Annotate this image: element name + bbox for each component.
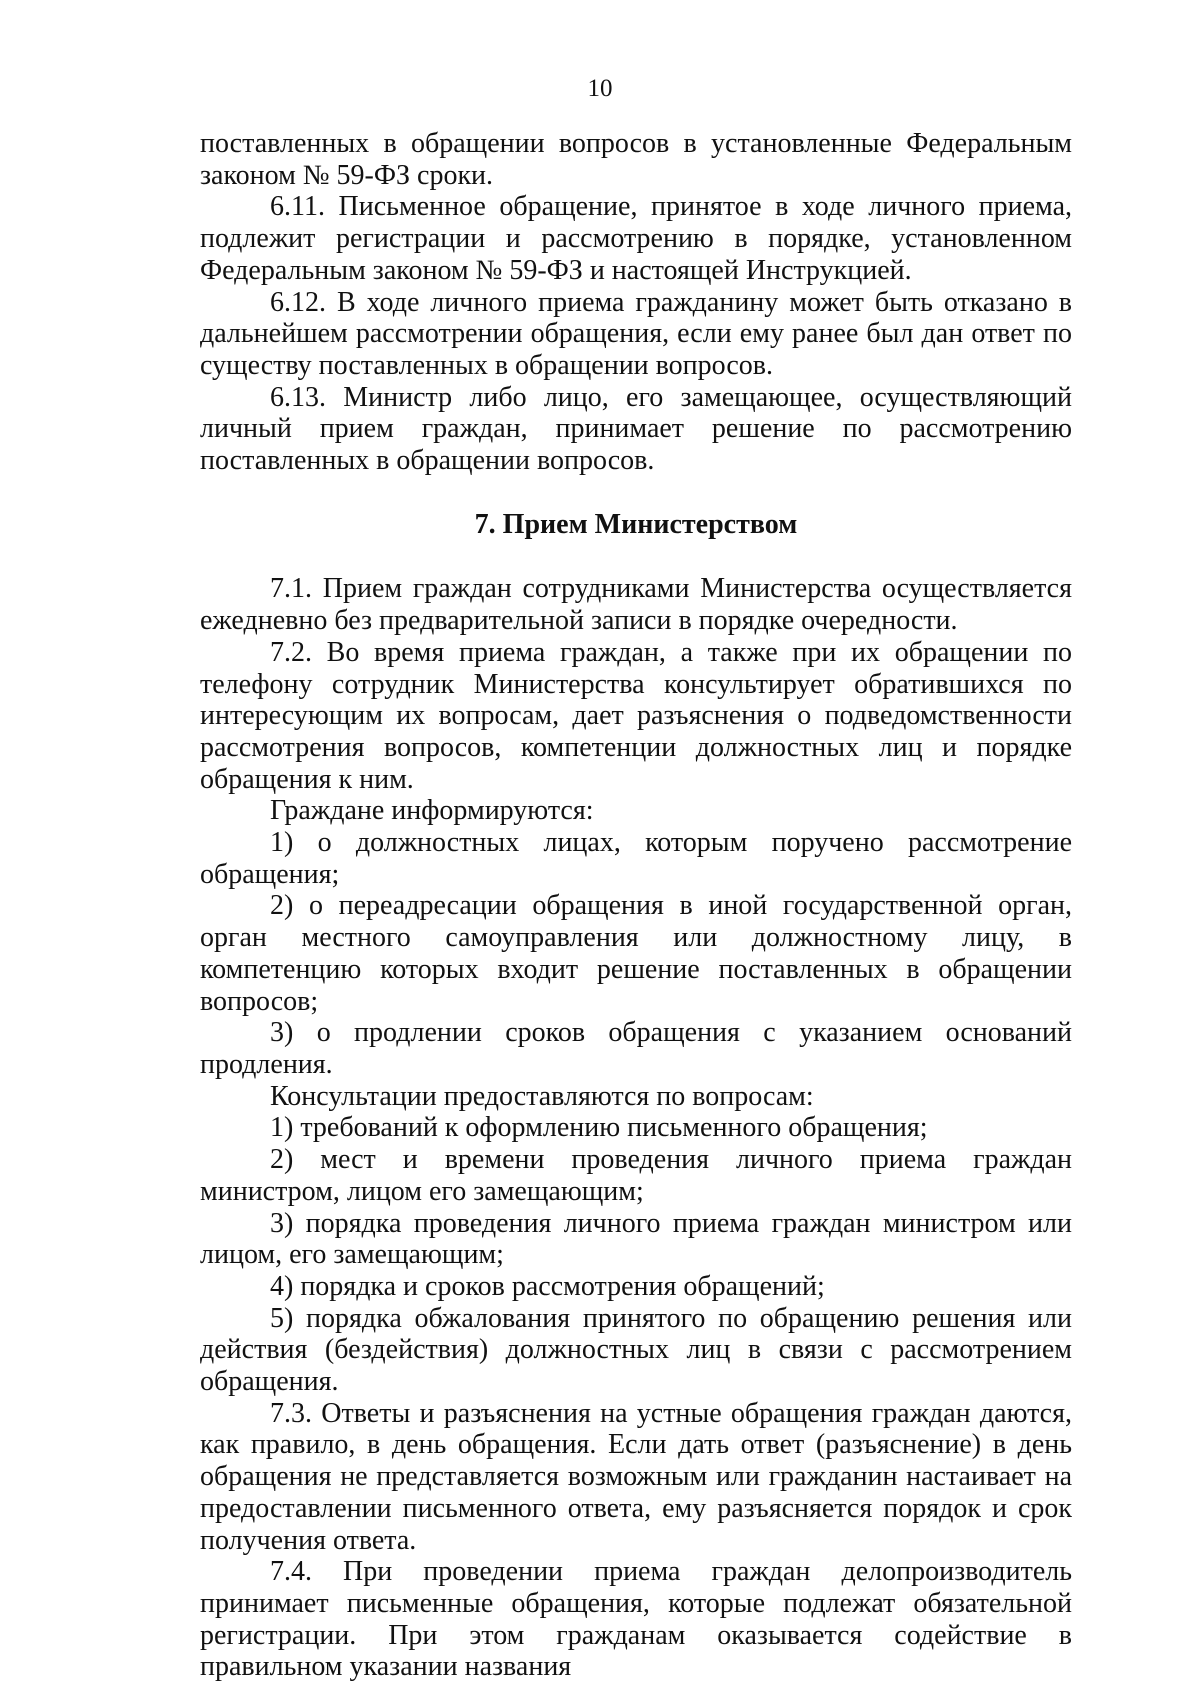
paragraph-6-13: 6.13. Министр либо лицо, его замещающее, осуществляющий личный прием граждан, принимает решение по рассмотрению поставленных в обращении вопросов. (200, 381, 1072, 477)
paragraph-7-3: 7.3. Ответы и разъяснения на устные обращения граждан даются, как правило, в день обращения. Если дать ответ (разъяснение) в день обращения не представляется возможным или гражданин настаивает на предоставлении письменного ответа, ему разъясняется порядок и срок получения ответа. (200, 1397, 1072, 1556)
section-heading: 7. Прием Министерством (474, 508, 798, 540)
paragraph-6-11: 6.11. Письменное обращение, принятое в ходе личного приема, подлежит регистрации и рассмотрению в порядке, установленном Федеральным законом № 59-ФЗ и настоящей Инструкцией. (200, 191, 1072, 286)
list-item: 2) о переадресации обращения в иной государственной орган, орган местного самоуправления или должностному лицу, в компетенцию которых входит решение поставленных в обращении вопросов; (200, 890, 1072, 1017)
list-item: 1) требований к оформлению письменного обращения; (270, 1112, 928, 1144)
list-item: 3) порядка проведения личного приема граждан министром или лицом, его замещающим; (200, 1207, 1072, 1271)
paragraph-7-4: 7.4. При проведении приема граждан делопроизводитель принимает письменные обращения, которые подлежат обязательной регистрации. При этом гражданам оказывается содействие в правильном указании названия (200, 1556, 1072, 1683)
paragraph-informed-intro: Граждане информируются: (270, 795, 594, 827)
paragraph-6-12: 6.12. В ходе личного приема гражданину может быть отказано в дальнейшем рассмотрении обращения, если ему ранее был дан ответ по существу поставленных в обращении вопросов. (200, 286, 1072, 381)
list-item: 2) мест и времени проведения личного приема граждан министром, лицом его замещающим; (200, 1144, 1072, 1207)
paragraph-7-2: 7.2. Во время приема граждан, а также при их обращении по телефону сотрудник Министерства консультирует обратившихся по интересующим их вопросам, дает разъяснения о подведомственности рассмотрения вопросов, компетенции должностных лиц и порядке обращения к ним. (200, 636, 1072, 795)
list-item: 4) порядка и сроков рассмотрения обращений; (270, 1270, 825, 1302)
paragraph-continuation: поставленных в обращении вопросов в установленные Федеральным законом № 59-ФЗ сроки. (200, 128, 1072, 191)
list-item: 5) порядка обжалования принятого по обращению решения или действия (бездействия) должностных лиц в связи с рассмотрением обращения. (200, 1302, 1072, 1398)
page-number: 10 (587, 75, 613, 102)
paragraph-consult-intro: Консультации предоставляются по вопросам: (270, 1080, 814, 1112)
document-body (200, 128, 1072, 1683)
list-item: 3) о продлении сроков обращения с указанием оснований продления. (200, 1017, 1072, 1080)
paragraph-7-1: 7.1. Прием граждан сотрудниками Министерства осуществляется ежедневно без предварительной записи в порядке очередности. (200, 573, 1072, 637)
list-item: 1) о должностных лицах, которым поручено рассмотрение обращения; (200, 827, 1072, 890)
